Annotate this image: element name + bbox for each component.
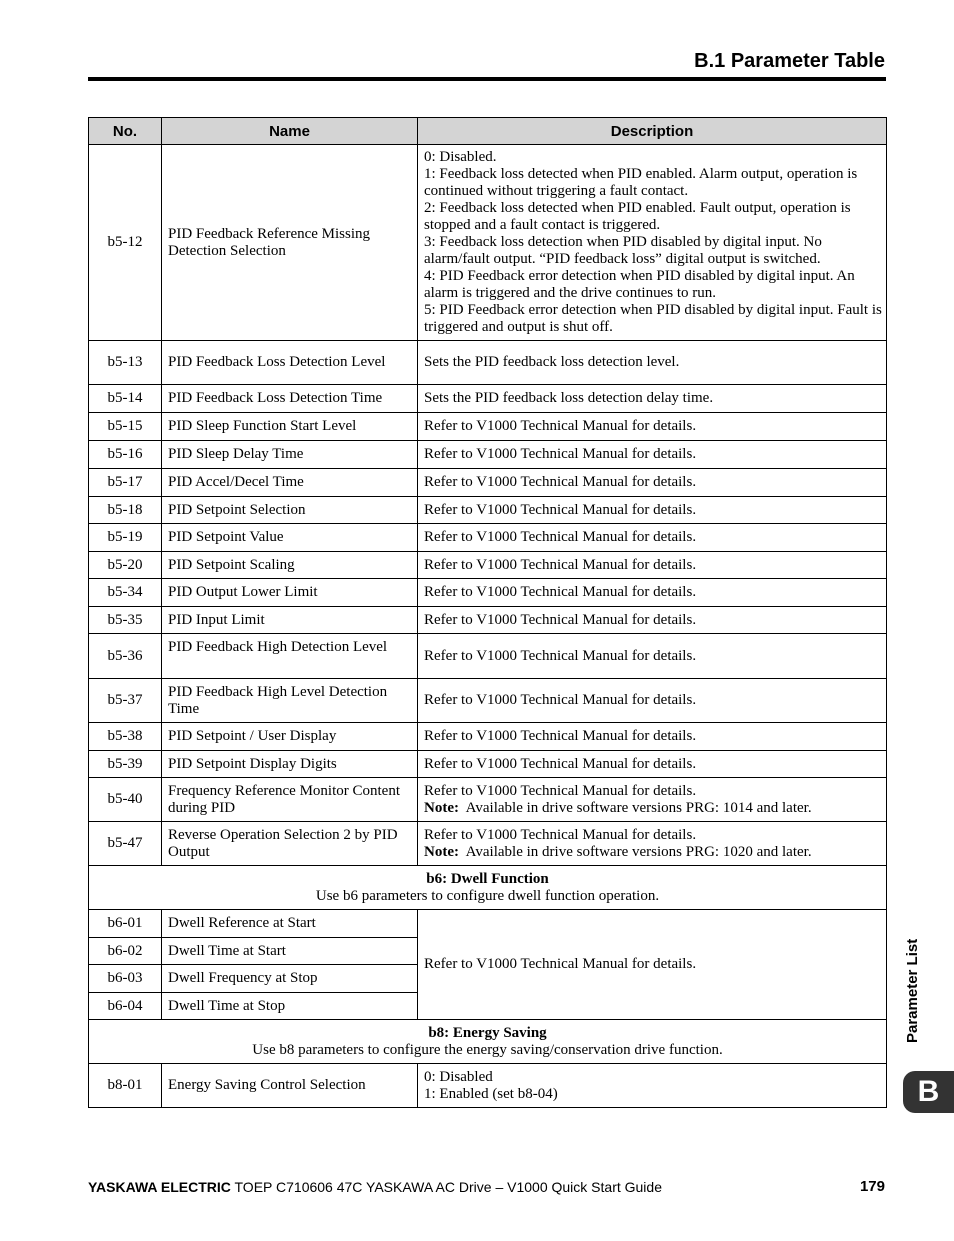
param-name: Dwell Time at Start — [162, 938, 418, 965]
page-number: 179 — [859, 1178, 885, 1195]
section-header-b8 — [89, 1020, 887, 1064]
description-line: 1: Feedback loss detected when PID enabled. Alarm output, operation is continued without triggering a fault contact. — [424, 166, 858, 199]
note-text: Available in drive software versions PRG: 1020 and later. — [465, 843, 812, 860]
section-title: b6: Dwell Function — [426, 870, 549, 887]
section-header-row — [89, 1020, 887, 1064]
footer-doc-info — [88, 1179, 662, 1195]
param-description: Refer to V1000 Technical Manual for details. — [418, 751, 887, 778]
table-header-row — [89, 118, 887, 145]
note-line — [424, 800, 882, 817]
param-description: Refer to V1000 Technical Manual for details. — [418, 497, 887, 524]
table-row — [89, 413, 887, 441]
param-description: Refer to V1000 Technical Manual for details. — [418, 679, 887, 723]
table-row — [89, 441, 887, 469]
param-description: Refer to V1000 Technical Manual for details. — [418, 579, 887, 607]
table-row — [89, 385, 887, 413]
param-name: PID Setpoint Scaling — [162, 552, 418, 579]
param-name: PID Output Lower Limit — [162, 579, 418, 607]
param-name: PID Sleep Delay Time — [162, 441, 418, 469]
param-name: Energy Saving Control Selection — [162, 1064, 418, 1108]
param-description — [418, 822, 887, 866]
param-description: Refer to V1000 Technical Manual for details. — [418, 469, 887, 497]
column-header-name: Name — [162, 118, 418, 145]
table-row — [89, 341, 887, 385]
parameter-table — [88, 117, 887, 1108]
param-description: Refer to V1000 Technical Manual for details. — [418, 552, 887, 579]
param-name: Dwell Reference at Start — [162, 910, 418, 938]
param-name: Dwell Frequency at Stop — [162, 965, 418, 993]
table-row — [89, 469, 887, 497]
description-line: 4: PID Feedback error detection when PID disabled by digital input. An alarm is triggered and the drive continues to run. — [424, 268, 855, 301]
param-description — [418, 145, 887, 341]
header-rule — [88, 77, 886, 81]
param-number: b5-37 — [89, 679, 162, 723]
table-row — [89, 552, 887, 579]
param-number: b6-01 — [89, 910, 162, 938]
footer-brand: YASKAWA ELECTRIC — [88, 1179, 231, 1195]
param-name: PID Sleep Function Start Level — [162, 413, 418, 441]
param-name: Frequency Reference Monitor Content during PID — [162, 778, 418, 822]
param-description: Refer to V1000 Technical Manual for details. — [418, 413, 887, 441]
description-line: 1: Enabled (set b8-04) — [424, 1085, 558, 1102]
section-header-b6 — [89, 866, 887, 910]
param-number: b5-14 — [89, 385, 162, 413]
table-row — [89, 634, 887, 679]
param-description: Refer to V1000 Technical Manual for details. — [418, 524, 887, 552]
param-number: b5-20 — [89, 552, 162, 579]
table-row — [89, 145, 887, 341]
param-description: Refer to V1000 Technical Manual for details. — [418, 607, 887, 634]
param-number: b5-47 — [89, 822, 162, 866]
param-name: PID Feedback High Level Detection Time — [162, 679, 418, 723]
param-number: b5-40 — [89, 778, 162, 822]
param-number: b6-03 — [89, 965, 162, 993]
param-number: b6-02 — [89, 938, 162, 965]
table-row — [89, 607, 887, 634]
note-text: Available in drive software versions PRG: 1014 and later. — [465, 799, 812, 816]
table-row — [89, 524, 887, 552]
footer-doc-title: TOEP C710606 47C YASKAWA AC Drive – V1000 Quick Start Guide — [230, 1179, 662, 1195]
table-row — [89, 579, 887, 607]
param-description: Refer to V1000 Technical Manual for details. — [418, 441, 887, 469]
table-row — [89, 910, 887, 938]
section-title: b8: Energy Saving — [428, 1024, 547, 1041]
page-title: B.1 Parameter Table — [694, 50, 885, 72]
table-row — [89, 1064, 887, 1108]
param-number: b8-01 — [89, 1064, 162, 1108]
description-line: 0: Disabled. — [424, 149, 497, 165]
note-label: Note: — [424, 799, 459, 816]
param-number: b5-17 — [89, 469, 162, 497]
description-line: 0: Disabled — [424, 1068, 493, 1085]
param-name: PID Setpoint Display Digits — [162, 751, 418, 778]
param-number: b5-19 — [89, 524, 162, 552]
param-number: b5-38 — [89, 723, 162, 751]
table-row — [89, 751, 887, 778]
param-description — [418, 1064, 887, 1108]
note-label: Note: — [424, 843, 459, 860]
description-line: 2: Feedback loss detected when PID enabled. Fault output, operation is stopped and a fault contact is triggered. — [424, 200, 851, 233]
note-line — [424, 844, 882, 861]
description-text: Refer to V1000 Technical Manual for details. — [424, 826, 697, 843]
param-number: b5-36 — [89, 634, 162, 679]
section-subtitle: Use b6 parameters to configure dwell function operation. — [315, 887, 660, 904]
param-name: PID Input Limit — [162, 607, 418, 634]
param-name: PID Feedback Loss Detection Level — [162, 341, 418, 385]
param-description: Refer to V1000 Technical Manual for details. — [418, 910, 887, 1020]
description-text: Refer to V1000 Technical Manual for details. — [424, 782, 697, 799]
description-line: 5: PID Feedback error detection when PID disabled by digital input. Fault is triggered and output is shut off. — [424, 302, 882, 335]
table-row — [89, 723, 887, 751]
param-description: Refer to V1000 Technical Manual for details. — [418, 634, 887, 679]
section-header-row — [89, 866, 887, 910]
param-number: b5-39 — [89, 751, 162, 778]
param-name: Dwell Time at Stop — [162, 993, 418, 1020]
param-number: b5-13 — [89, 341, 162, 385]
description-line: 3: Feedback loss detection when PID disabled by digital input. No alarm/fault output. “PID feedback loss” digital output is switched. — [424, 234, 822, 267]
param-name: PID Setpoint / User Display — [162, 723, 418, 751]
table-row — [89, 778, 887, 822]
param-name: PID Setpoint Value — [162, 524, 418, 552]
param-name: PID Feedback Loss Detection Time — [162, 385, 418, 413]
appendix-badge: B — [903, 1071, 954, 1113]
param-description — [418, 778, 887, 822]
column-header-no: No. — [89, 118, 162, 145]
side-tab-label: Parameter List — [904, 938, 921, 1043]
param-number: b5-35 — [89, 607, 162, 634]
param-description: Sets the PID feedback loss detection level. — [418, 341, 887, 385]
param-description: Sets the PID feedback loss detection delay time. — [418, 385, 887, 413]
param-number: b5-18 — [89, 497, 162, 524]
param-name: Reverse Operation Selection 2 by PID Output — [162, 822, 418, 866]
table-row — [89, 497, 887, 524]
param-description: Refer to V1000 Technical Manual for details. — [418, 723, 887, 751]
param-name: PID Feedback Reference Missing Detection Selection — [162, 145, 418, 341]
column-header-description: Description — [418, 118, 887, 145]
table-row — [89, 679, 887, 723]
table-row — [89, 822, 887, 866]
param-name: PID Setpoint Selection — [162, 497, 418, 524]
param-name: PID Accel/Decel Time — [162, 469, 418, 497]
section-subtitle: Use b8 parameters to configure the energy saving/conservation drive function. — [252, 1041, 723, 1058]
param-number: b5-15 — [89, 413, 162, 441]
param-number: b6-04 — [89, 993, 162, 1020]
param-number: b5-16 — [89, 441, 162, 469]
param-name: PID Feedback High Detection Level — [162, 634, 418, 679]
param-number: b5-34 — [89, 579, 162, 607]
param-number: b5-12 — [89, 145, 162, 341]
